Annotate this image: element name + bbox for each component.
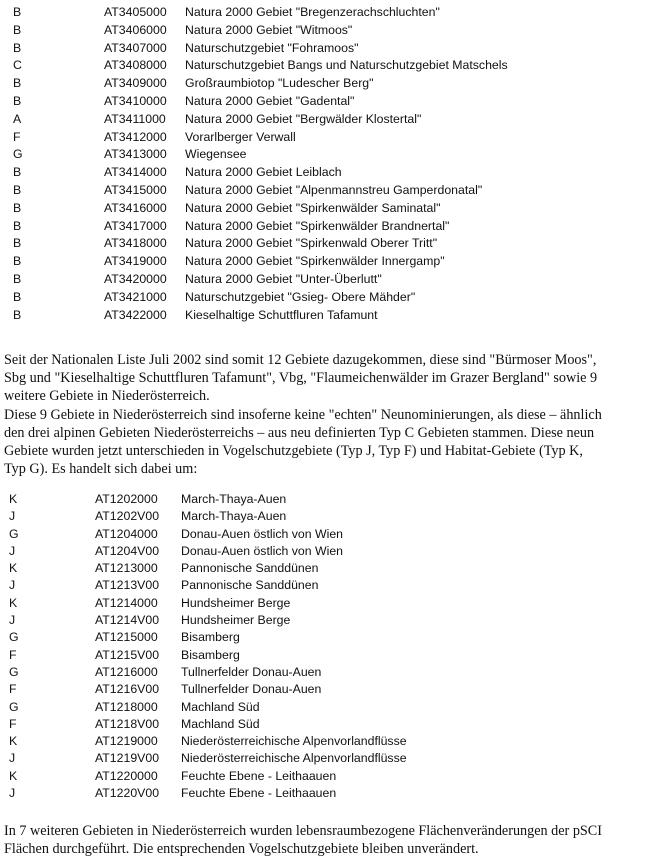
site-code: AT1216000 — [95, 664, 158, 679]
site-type: G — [9, 664, 19, 679]
site-code: AT1215000 — [95, 630, 158, 645]
site-type: B — [13, 5, 22, 19]
site-name: Hundsheimer Berge — [181, 613, 291, 628]
site-name: Niederösterreichische Alpenvorlandflüsse — [181, 751, 407, 766]
site-name: Naturschutzgebiet Bangs und Naturschutzgebiet Matschels — [185, 58, 508, 73]
site-type: B — [13, 307, 22, 322]
site-type: G — [9, 630, 19, 645]
site-type: B — [13, 271, 22, 286]
site-name: Feuchte Ebene - Leithaauen — [181, 768, 337, 783]
site-code: AT1220000 — [95, 768, 158, 783]
site-name: Natura 2000 Gebiet "Spirkenwälder Innergamp" — [185, 254, 445, 269]
site-type: J — [9, 543, 16, 558]
site-name: Natura 2000 Gebiet "Spirkenwälder Brandnertal" — [185, 218, 450, 233]
site-code: AT1214V00 — [95, 613, 160, 628]
paragraph-line: den drei alpinen Gebieten Niederösterreichs – aus neu definierten Typ C Gebieten stammen. Diese neun — [4, 424, 595, 441]
site-type: B — [13, 254, 22, 269]
site-code: AT1202V00 — [95, 509, 160, 524]
site-type: B — [13, 289, 22, 304]
site-code: AT3412000 — [104, 129, 167, 144]
site-name: Vorarlberger Verwall — [185, 129, 296, 144]
site-name: Hundsheimer Berge — [181, 595, 291, 610]
site-type: K — [9, 768, 18, 783]
paragraph-area-changes — [4, 822, 659, 858]
site-name: Naturschutzgebiet "Gsieg- Obere Mähder" — [185, 289, 416, 304]
site-name: Kieselhaltige Schuttfluren Tafamunt — [185, 307, 378, 322]
site-type: F — [9, 682, 17, 697]
site-code: AT3417000 — [104, 218, 167, 233]
site-name: Natura 2000 Gebiet "Spirkenwälder Saminatal" — [185, 200, 441, 215]
site-name: Natura 2000 Gebiet "Bregenzerachschluchten" — [185, 5, 440, 19]
site-type: B — [13, 200, 22, 215]
site-code: AT1202000 — [95, 492, 158, 506]
site-code: AT3420000 — [104, 271, 167, 286]
site-code: AT1213000 — [95, 561, 158, 576]
site-type: K — [9, 492, 18, 506]
site-code: AT1215V00 — [95, 647, 160, 662]
site-name: Donau-Auen östlich von Wien — [181, 543, 343, 558]
site-type: B — [13, 40, 22, 55]
site-name: Machland Süd — [181, 716, 260, 731]
site-type: B — [13, 236, 22, 251]
site-name: Pannonische Sanddünen — [181, 561, 319, 576]
site-code: AT3410000 — [104, 93, 167, 108]
site-code: AT1219000 — [95, 734, 158, 749]
site-code: AT1218000 — [95, 699, 158, 714]
site-code: AT3415000 — [104, 182, 167, 197]
site-code: AT1219V00 — [95, 751, 160, 766]
site-type: J — [9, 613, 16, 628]
site-type: K — [9, 595, 18, 610]
site-name: Großraumbiotop "Ludescher Berg" — [185, 76, 374, 91]
site-name: Natura 2000 Gebiet "Alpenmannstreu Gamperdonatal" — [185, 182, 483, 197]
paragraph-new-sites — [4, 351, 659, 478]
site-name: Niederösterreichische Alpenvorlandflüsse — [181, 734, 407, 749]
paragraph-line: Typ G). Es handelt sich dabei um: — [4, 461, 198, 478]
site-name: Donau-Auen östlich von Wien — [181, 526, 343, 541]
site-type: J — [9, 578, 16, 593]
site-name: Bisamberg — [181, 630, 240, 645]
site-code: AT1213V00 — [95, 578, 160, 593]
paragraph-line: Seit der Nationalen Liste Juli 2002 sind somit 12 Gebiete dazugekommen, diese sind "Bürmoser Moos", — [4, 352, 597, 368]
site-code: AT1220V00 — [95, 786, 160, 801]
site-type: J — [9, 751, 16, 766]
site-name: Bisamberg — [181, 647, 240, 662]
site-type: G — [13, 147, 23, 162]
site-code: AT3406000 — [104, 22, 167, 37]
site-type: G — [9, 699, 19, 714]
site-name: Wiegensee — [185, 147, 247, 162]
site-type: F — [9, 647, 17, 662]
site-type: C — [13, 58, 22, 73]
paragraph-line: Gebiete wurden jetzt unterschieden in Vogelschutzgebiete (Typ J, Typ F) und Habitat-Gebiete (Typ K, — [4, 443, 583, 460]
site-code: AT1214000 — [95, 595, 158, 610]
site-code: AT3414000 — [104, 165, 167, 180]
site-type: J — [9, 509, 16, 524]
site-code: AT3405000 — [104, 5, 167, 19]
site-name: Natura 2000 Gebiet "Gadental" — [185, 93, 355, 108]
paragraph-line: In 7 weiteren Gebieten in Niederösterreich wurden lebensraumbezogene Flächenveränderungen der pSCI — [4, 823, 602, 839]
site-type: J — [9, 786, 16, 801]
site-code: AT3407000 — [104, 40, 167, 55]
site-name: March-Thaya-Auen — [181, 509, 287, 524]
site-type: K — [9, 734, 18, 749]
site-type: B — [13, 165, 22, 180]
site-name: Feuchte Ebene - Leithaauen — [181, 786, 337, 801]
site-type: A — [13, 111, 22, 126]
paragraph-line: Diese 9 Gebiete in Niederösterreich sind insoferne keine "echten" Neunominierungen, als diese – ähnlich — [4, 406, 602, 423]
site-type: K — [9, 561, 18, 576]
site-code: AT3419000 — [104, 254, 167, 269]
site-name: March-Thaya-Auen — [181, 492, 287, 506]
site-name: Naturschutzgebiet "Fohramoos" — [185, 40, 359, 55]
site-name: Tullnerfelder Donau-Auen — [181, 664, 322, 679]
site-code: AT1204000 — [95, 526, 158, 541]
site-name: Tullnerfelder Donau-Auen — [181, 682, 322, 697]
site-type: F — [13, 129, 21, 144]
site-code: AT1216V00 — [95, 682, 160, 697]
paragraph-line: weitere Gebiete in Niederösterreich. — [4, 388, 210, 405]
site-name: Natura 2000 Gebiet "Witmoos" — [185, 22, 353, 37]
site-type: B — [13, 22, 22, 37]
site-type: B — [13, 182, 22, 197]
site-type: G — [9, 526, 19, 541]
site-code: AT3411000 — [104, 111, 166, 126]
site-name: Machland Süd — [181, 699, 260, 714]
site-type: B — [13, 93, 22, 108]
site-type: B — [13, 76, 22, 91]
site-code: AT1218V00 — [95, 716, 160, 731]
site-code: AT3409000 — [104, 76, 167, 91]
site-name: Natura 2000 Gebiet "Bergwälder Klostertal" — [185, 111, 422, 126]
site-name: Pannonische Sanddünen — [181, 578, 319, 593]
site-type: F — [9, 716, 17, 731]
site-type: B — [13, 218, 22, 233]
site-code: AT3422000 — [104, 307, 167, 322]
site-code: AT3421000 — [104, 289, 167, 304]
site-code: AT3413000 — [104, 147, 167, 162]
site-name: Natura 2000 Gebiet "Unter-Überlutt" — [185, 271, 382, 286]
site-code: AT3418000 — [104, 236, 167, 251]
paragraph-line: Sbg und "Kieselhaltige Schuttfluren Tafamunt", Vbg, "Flaumeichenwälder im Grazer Bergland" sowie 9 — [4, 370, 598, 387]
paragraph-line: Flächen durchgeführt. Die entsprechenden Vogelschutzgebiete bleiben unverändert. — [4, 841, 479, 858]
site-name: Natura 2000 Gebiet Leiblach — [185, 165, 342, 180]
site-code: AT1204V00 — [95, 543, 160, 558]
site-code: AT3408000 — [104, 58, 167, 73]
site-code: AT3416000 — [104, 200, 167, 215]
site-name: Natura 2000 Gebiet "Spirkenwald Oberer Tritt" — [185, 236, 438, 251]
